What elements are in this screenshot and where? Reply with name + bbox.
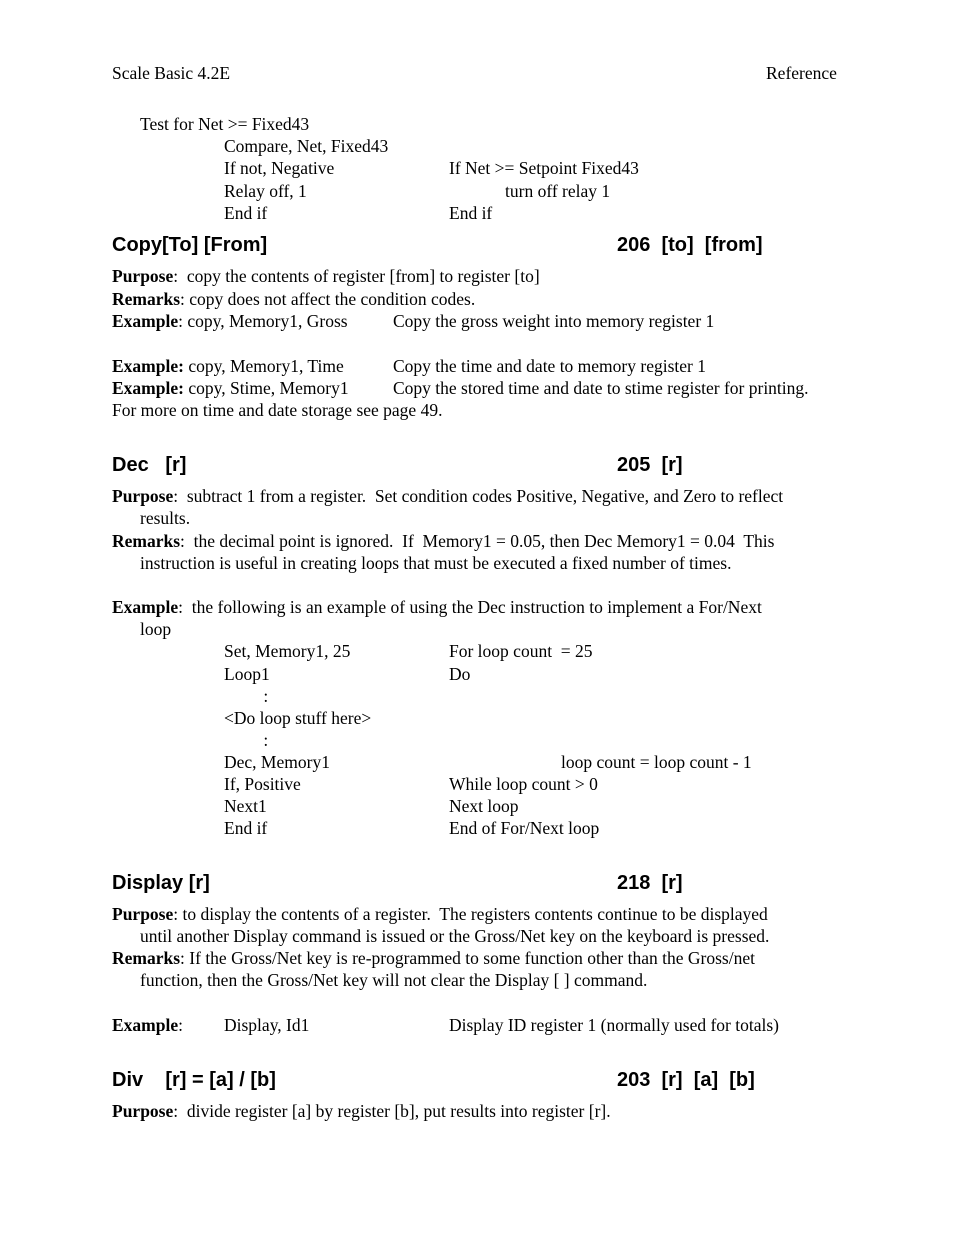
remarks-text: : copy does not affect the condition codes. bbox=[180, 289, 476, 309]
example-text: : the following is an example of using the Dec instruction to implement a For/Next bbox=[178, 597, 762, 617]
test-block-title: Test for Net >= Fixed43 bbox=[140, 114, 310, 134]
purpose-text: : divide register [a] by register [b], put results into register [r]. bbox=[173, 1101, 611, 1121]
example-label: Example bbox=[112, 1015, 179, 1035]
display-opcode: 218 [r] bbox=[617, 872, 683, 894]
example-comment: Copy the time and date to memory register 1 bbox=[393, 356, 706, 376]
purpose-label: Purpose bbox=[112, 266, 174, 286]
code-line: <Do loop stuff here> bbox=[224, 708, 372, 728]
code-line: End if bbox=[224, 818, 268, 838]
example-code: : copy, Memory1, Gross bbox=[178, 311, 348, 331]
code-line: : bbox=[224, 730, 269, 750]
example-label: Example: bbox=[112, 378, 184, 398]
example-label: Example bbox=[112, 597, 179, 617]
code-comment: Display ID register 1 (normally used for totals) bbox=[449, 1015, 779, 1035]
display-remarks-cont: function, then the Gross/Net key will not clear the Display [ ] command. bbox=[140, 970, 648, 990]
example-label: Example bbox=[112, 311, 179, 331]
copy-opcode: 206 [to] [from] bbox=[617, 234, 763, 256]
code-line: Display, Id1 bbox=[224, 1015, 310, 1035]
dec-opcode: 205 [r] bbox=[617, 454, 683, 476]
display-purpose-cont: until another Display command is issued or the Gross/Net key on the keyboard is pressed. bbox=[140, 926, 770, 946]
remarks-label: Remarks bbox=[112, 948, 181, 968]
remarks-label: Remarks bbox=[112, 531, 181, 551]
display-remarks bbox=[112, 947, 755, 969]
code-line: If, Positive bbox=[224, 774, 301, 794]
code-comment: Next loop bbox=[449, 796, 519, 816]
example-label: Example: bbox=[112, 356, 184, 376]
copy-example-2 bbox=[112, 355, 344, 377]
code-comment: turn off relay 1 bbox=[505, 181, 611, 201]
purpose-text: : subtract 1 from a register. Set condition codes Positive, Negative, and Zero to reflect bbox=[173, 486, 784, 506]
remarks-label: Remarks bbox=[112, 289, 181, 309]
dec-example-cont: loop bbox=[140, 619, 172, 639]
example-comment: Copy the stored time and date to stime register for printing. bbox=[393, 378, 809, 398]
dec-remarks-cont: instruction is useful in creating loops that must be executed a fixed number of times. bbox=[140, 553, 732, 573]
purpose-text: : to display the contents of a register. The registers contents continue to be displayed bbox=[173, 904, 768, 924]
purpose-label: Purpose bbox=[112, 486, 174, 506]
header-left: Scale Basic 4.2E bbox=[112, 63, 231, 83]
div-opcode: 203 [r] [a] [b] bbox=[617, 1069, 755, 1091]
dec-purpose-cont: results. bbox=[140, 508, 191, 528]
copy-remarks bbox=[112, 288, 475, 310]
remarks-text: : If the Gross/Net key is re-programmed to some function other than the Gross/net bbox=[180, 948, 755, 968]
display-purpose bbox=[112, 903, 768, 925]
display-heading: Display [r] bbox=[112, 872, 210, 894]
code-comment: loop count = loop count - 1 bbox=[561, 752, 752, 772]
code-line: Dec, Memory1 bbox=[224, 752, 330, 772]
code-line: End if bbox=[224, 203, 268, 223]
example-colon: : bbox=[178, 1015, 183, 1035]
code-line: If not, Negative bbox=[224, 158, 335, 178]
purpose-label: Purpose bbox=[112, 904, 174, 924]
code-comment: For loop count = 25 bbox=[449, 641, 593, 661]
code-line: Loop1 bbox=[224, 664, 270, 684]
copy-purpose bbox=[112, 265, 540, 287]
code-comment: While loop count > 0 bbox=[449, 774, 598, 794]
code-line: Compare, Net, Fixed43 bbox=[224, 136, 389, 156]
div-heading: Div [r] = [a] / [b] bbox=[112, 1069, 276, 1091]
dec-example bbox=[112, 596, 762, 618]
div-purpose bbox=[112, 1100, 611, 1122]
code-line: Relay off, 1 bbox=[224, 181, 307, 201]
header-right: Reference bbox=[766, 63, 837, 83]
copy-heading: Copy[To] [From] bbox=[112, 234, 268, 256]
code-comment: End if bbox=[449, 203, 493, 223]
dec-remarks bbox=[112, 530, 774, 552]
copy-example-3 bbox=[112, 377, 349, 399]
copy-note: For more on time and date storage see page 49. bbox=[112, 400, 443, 420]
example-code: copy, Stime, Memory1 bbox=[183, 378, 349, 398]
remarks-text: : the decimal point is ignored. If Memory1 = 0.05, then Dec Memory1 = 0.04 This bbox=[180, 531, 775, 551]
code-comment: End of For/Next loop bbox=[449, 818, 600, 838]
dec-heading: Dec [r] bbox=[112, 454, 187, 476]
code-line: Next1 bbox=[224, 796, 267, 816]
code-line: Set, Memory1, 25 bbox=[224, 641, 351, 661]
code-comment: If Net >= Setpoint Fixed43 bbox=[449, 158, 639, 178]
code-line: : bbox=[224, 686, 269, 706]
example-code: copy, Memory1, Time bbox=[183, 356, 344, 376]
display-example bbox=[112, 1014, 183, 1036]
example-comment: Copy the gross weight into memory register 1 bbox=[393, 311, 715, 331]
dec-purpose bbox=[112, 485, 783, 507]
copy-example-1 bbox=[112, 310, 348, 332]
purpose-label: Purpose bbox=[112, 1101, 174, 1121]
purpose-text: : copy the contents of register [from] to register [to] bbox=[173, 266, 540, 286]
code-comment: Do bbox=[449, 664, 471, 684]
